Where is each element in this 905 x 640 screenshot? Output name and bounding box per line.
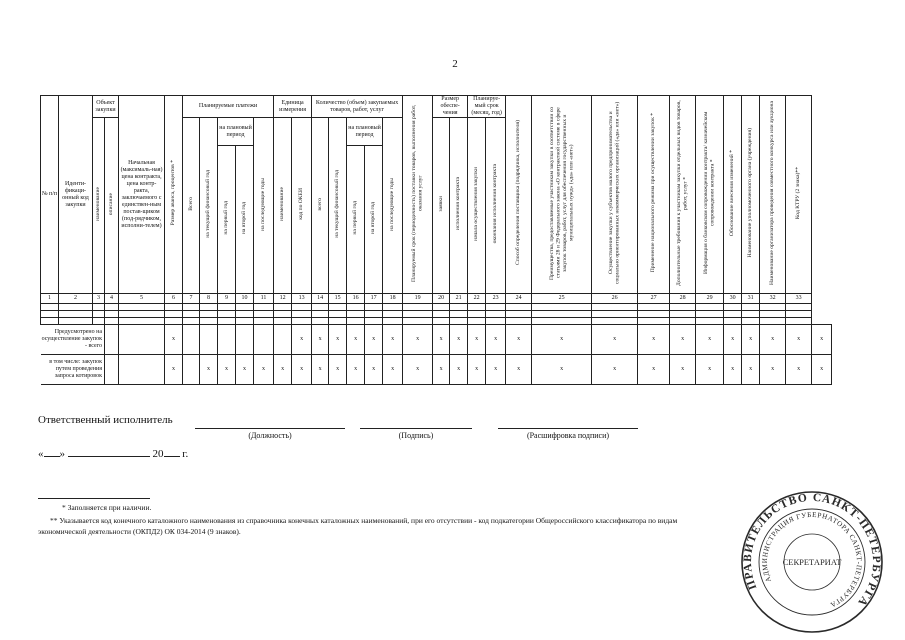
blank-cell [329,318,347,325]
col-header-24: Способ определения поставщика (подрядчика, исполнителя) [506,96,532,294]
column-number-cell: 12 [274,294,292,304]
col-header-1: № п/п [41,96,59,294]
col-header-8: на текущий финансовый год [200,118,218,294]
official-seal [740,490,884,634]
col-header-32: Наименование организатора проведения совместного конкурса или аукциона [760,96,786,294]
row-cell [200,325,218,355]
column-number-cell: 8 [200,294,218,304]
col-header-16: на первый год [347,146,365,294]
row-cell: x [812,355,832,385]
row-cell: x [468,355,486,385]
blank-cell [532,318,592,325]
column-number-cell: 18 [383,294,403,304]
row-cell: x [532,355,592,385]
column-number-cell: 16 [347,294,365,304]
blank-cell [165,311,183,318]
col-header-31: Наименование уполномоченного органа (учреждения) [742,96,760,294]
blank-cell [254,311,274,318]
row-cell: x [312,355,329,385]
column-number-cell: 28 [670,294,696,304]
row-label: Предусмотрено на осуществление закупок - всего [41,325,105,355]
column-number-cell: 15 [329,294,347,304]
row-cell: x [486,355,506,385]
blank-cell [506,311,532,318]
blank-cell [165,318,183,325]
blank-cell [93,311,105,318]
blank-cell [670,311,696,318]
column-number-cell: 21 [450,294,468,304]
col-header-9: на первый год [218,146,236,294]
date-open-quote: « [38,448,44,460]
column-number-cell: 11 [254,294,274,304]
row-cell: x [292,355,312,385]
group-header-planned-period-qty: на плановый период [347,118,383,146]
blank-cell [292,311,312,318]
group-header-unit: Единица измерения [274,96,312,118]
blank-cell [742,318,760,325]
column-number-cell: 1 [41,294,59,304]
col-header-2: Иденти-фикаци-онный код закупки [59,96,93,294]
row-cell: x [236,355,254,385]
blank-cell [105,304,119,311]
blank-cell [183,318,200,325]
year-prefix: 20 [152,448,164,460]
blank-cell [254,318,274,325]
blank-cell [742,311,760,318]
blank-cell [383,318,403,325]
position-line [195,428,345,429]
row-cell: x [760,355,786,385]
seal-outer-text: ПРАВИТЕЛЬСТВО САНКТ-ПЕТЕРБУРГА [741,491,883,609]
blank-cell [403,311,433,318]
column-number-cell: 33 [786,294,812,304]
blank-cell [670,318,696,325]
col-header-29: Информация о банковском сопровождении контракта/ казначейском сопровождении контракта * [696,96,724,294]
blank-cell [105,311,119,318]
blank-cell [450,311,468,318]
date-close-quote: » [59,448,65,460]
total-row [41,325,832,355]
col-header-19: Планируемый срок (периодичность) поставки товаров, выполнения работ, оказания услуг [403,96,433,294]
col-header-5: Начальная (максималь-ная) цена контракта, цена контр-ракта, заключаемого с единствен-ным постав-щиком (под-рядчиком, исполни-телем) [119,96,165,294]
position-caption: (Должность) [248,431,292,440]
row-cell: x [742,355,760,385]
blank-cell [347,304,365,311]
blank-cell [218,311,236,318]
col-header-21: исполнения контракта [450,118,468,294]
blank-cell [200,318,218,325]
footnote-2-line-2: экономической деятельности (ОКПД2) ОК 034-2014 (9 знаков). [38,527,241,536]
col-header-26: Осуществление закупки у субъектов малого предпринимательства и социально ориентированных некоммерческих организаций («да» или «нет») [592,96,638,294]
row-cell: x [812,325,832,355]
page-number: 2 [452,58,458,70]
signature-caption: (Подпись) [398,431,434,440]
col-header-33: Код КТРУ (2 знака)** [786,96,812,294]
seal-center-text: СЕКРЕТАРИАТ [782,557,842,567]
col-header-20: заявки [433,118,450,294]
column-number-cell: 19 [403,294,433,304]
group-header-object: Объект закупки [93,96,119,118]
column-number-cell: 3 [93,294,105,304]
row-cell [119,355,165,385]
blank-row [41,304,832,311]
row-cell [183,355,200,385]
row-cell: x [433,355,450,385]
blank-cell [786,311,812,318]
row-cell: x [329,355,347,385]
blank-cell [292,318,312,325]
blank-cell [468,304,486,311]
blank-cell [724,304,742,311]
column-number-cell: 10 [236,294,254,304]
decoding-caption: (Расшифровка подписи) [526,431,610,440]
blank-cell [274,304,292,311]
blank-cell [93,318,105,325]
group-header-security: Размер обеспе-чения [433,96,468,118]
row-cell: x [274,355,292,385]
row-cell: x [218,355,236,385]
blank-cell [93,304,105,311]
year-suffix: г. [182,448,189,460]
column-number-cell: 32 [760,294,786,304]
row-cell: x [592,355,638,385]
col-header-18: на последующие годы [383,118,403,294]
procurement-plan-table [40,95,832,385]
column-number-cell: 2 [59,294,93,304]
row-cell: x [165,325,183,355]
col-header-15: на текущий финансовый год [329,118,347,294]
group-header-term: Планируе-мый срок (месяц, год) [468,96,506,118]
column-number-cell: 7 [183,294,200,304]
row-cell: x [383,325,403,355]
row-cell [274,325,292,355]
blank-cell [200,304,218,311]
col-header-14: всего [312,118,329,294]
row-cell [105,325,119,355]
row-cell: x [365,355,383,385]
blank-cell [274,318,292,325]
column-number-cell: 14 [312,294,329,304]
blank-cell [433,304,450,311]
responsible-executor-label: Ответственный исполнитель [38,414,173,426]
row-cell: x [200,355,218,385]
blank-cell [119,304,165,311]
row-cell: x [506,355,532,385]
blank-cell [312,318,329,325]
column-number-cell: 9 [218,294,236,304]
column-number-cell: 30 [724,294,742,304]
decoding-line [498,428,638,429]
row-cell: x [403,325,433,355]
col-header-22: начала осуществления закупки [468,118,486,294]
group-header-planned-period-pay: на плановый период [218,118,254,146]
row-cell [254,325,274,355]
row-cell: x [347,355,365,385]
group-header-payments: Планируемые платежи [183,96,274,118]
blank-cell [236,318,254,325]
row-cell: x [760,325,786,355]
blank-cell [486,311,506,318]
blank-cell [274,311,292,318]
blank-cell [696,318,724,325]
column-number-cell: 25 [532,294,592,304]
col-header-27: Применение национального режима при осуществлении закупок * [638,96,670,294]
row-cell: x [468,325,486,355]
blank-cell [365,304,383,311]
date-line [38,446,188,460]
row-cell: x [450,355,468,385]
row-cell: x [670,325,696,355]
blank-cell [403,304,433,311]
col-header-30: Обоснование внесения изменений * [724,96,742,294]
col-header-7: Всего [183,118,200,294]
column-number-cell: 13 [292,294,312,304]
column-number-cell: 23 [486,294,506,304]
row-cell: x [347,325,365,355]
row-cell: x [506,325,532,355]
blank-cell [403,318,433,325]
blank-cell [742,304,760,311]
blank-cell [450,318,468,325]
blank-cell [41,318,59,325]
footnote-divider [38,498,150,499]
footnote-1: * Заполняется при наличии. [62,503,152,512]
signature-line [360,428,472,429]
row-cell: x [638,355,670,385]
blank-row [41,318,832,325]
blank-cell [347,311,365,318]
row-cell [218,325,236,355]
blank-cell [696,304,724,311]
blank-cell [724,318,742,325]
seal-inner-text: АДМИНИСТРАЦИЯ ГУБЕРНАТОРА САНКТ-ПЕТЕРБУРГА [760,510,864,609]
col-header-28: Дополнительные требования к участникам закупки отдельных видов товаров, работ, услуг * [670,96,696,294]
blank-cell [760,304,786,311]
blank-cell [236,304,254,311]
blank-cell [506,318,532,325]
row-cell [119,325,165,355]
row-cell: x [403,355,433,385]
blank-cell [506,304,532,311]
blank-cell [59,311,93,318]
blank-cell [638,311,670,318]
blank-cell [183,311,200,318]
row-cell: x [365,325,383,355]
blank-cell [200,311,218,318]
blank-cell [59,304,93,311]
blank-cell [760,318,786,325]
col-header-6: Размер аванса, процентов * [165,96,183,294]
blank-cell [329,304,347,311]
blank-cell [383,304,403,311]
blank-cell [786,304,812,311]
row-cell: x [724,325,742,355]
group-header-quantity: Количество (объем) закупаемых товаров, работ, услуг [312,96,403,118]
row-cell: x [724,355,742,385]
column-number-cell: 20 [433,294,450,304]
blank-cell [329,311,347,318]
blank-cell [119,311,165,318]
row-cell [236,325,254,355]
col-header-12: наименование [274,118,292,294]
col-header-23: окончания исполнения контракта [486,118,506,294]
blank-cell [41,311,59,318]
blank-cell [383,311,403,318]
blank-cell [347,318,365,325]
col-header-11: на последующие годы [254,118,274,294]
row-cell: x [329,325,347,355]
blank-cell [638,318,670,325]
row-cell: x [696,355,724,385]
footnote-2-line-1: ** Указывается код конечного каталожного наименования из справочника конечных каталожных наименований, при его отсутствии - код подкатегории Общероссийского классификатора по видам [50,516,678,525]
row-cell: x [292,325,312,355]
row-cell: x [786,325,812,355]
blank-cell [41,304,59,311]
row-cell: x [592,325,638,355]
col-header-3: наименование [93,118,105,294]
column-number-cell: 22 [468,294,486,304]
row-cell: x [254,355,274,385]
column-number-cell: 31 [742,294,760,304]
blank-cell [183,304,200,311]
row-cell: x [312,325,329,355]
blank-cell [292,304,312,311]
blank-cell [532,311,592,318]
column-number-cell: 26 [592,294,638,304]
column-number-cell: 5 [119,294,165,304]
row-cell: x [433,325,450,355]
blank-cell [59,318,93,325]
blank-cell [119,318,165,325]
blank-cell [365,318,383,325]
blank-cell [365,311,383,318]
row-cell: x [486,325,506,355]
column-number-cell: 27 [638,294,670,304]
blank-cell [450,304,468,311]
column-number-cell: 4 [105,294,119,304]
blank-cell [592,318,638,325]
blank-cell [486,304,506,311]
blank-cell [786,318,812,325]
row-cell: x [165,355,183,385]
col-header-17: на второй год [365,146,383,294]
blank-cell [433,318,450,325]
row-cell: x [786,355,812,385]
blank-cell [218,304,236,311]
row-cell [183,325,200,355]
row-cell: x [742,325,760,355]
row-cell: x [450,325,468,355]
column-number-row [41,294,832,304]
column-number-cell: 29 [696,294,724,304]
blank-cell [760,311,786,318]
column-number-cell: 24 [506,294,532,304]
col-header-25: Преимущества, предоставляемые участникам закупки в соответствии со статьями 28 и 29 Федерального закона «О контрактной системе в сфере закупок товаров, работ, услуг для обеспечения государственных и муниципальных нужд» («да» или «нет») [532,96,592,294]
blank-cell [312,304,329,311]
row-cell: x [670,355,696,385]
blank-cell [433,311,450,318]
row-cell: x [696,325,724,355]
blank-cell [724,311,742,318]
row-cell: x [532,325,592,355]
blank-cell [165,304,183,311]
blank-cell [254,304,274,311]
col-header-10: на второй год [236,146,254,294]
blank-cell [592,304,638,311]
blank-cell [218,318,236,325]
column-number-cell: 17 [365,294,383,304]
row-label: в том числе: закупок путем проведения запроса котировок [41,355,105,385]
blank-row [41,311,832,318]
blank-cell [638,304,670,311]
quotation-row [41,355,832,385]
blank-cell [592,311,638,318]
col-header-4: описание [105,118,119,294]
row-cell: x [383,355,403,385]
row-cell: x [638,325,670,355]
blank-cell [670,304,696,311]
blank-cell [236,311,254,318]
blank-cell [696,311,724,318]
blank-cell [468,318,486,325]
column-number-cell: 6 [165,294,183,304]
blank-cell [105,318,119,325]
blank-cell [486,318,506,325]
row-cell [105,355,119,385]
col-header-13: код по ОКЕИ [292,118,312,294]
blank-cell [532,304,592,311]
blank-cell [312,311,329,318]
blank-cell [468,311,486,318]
